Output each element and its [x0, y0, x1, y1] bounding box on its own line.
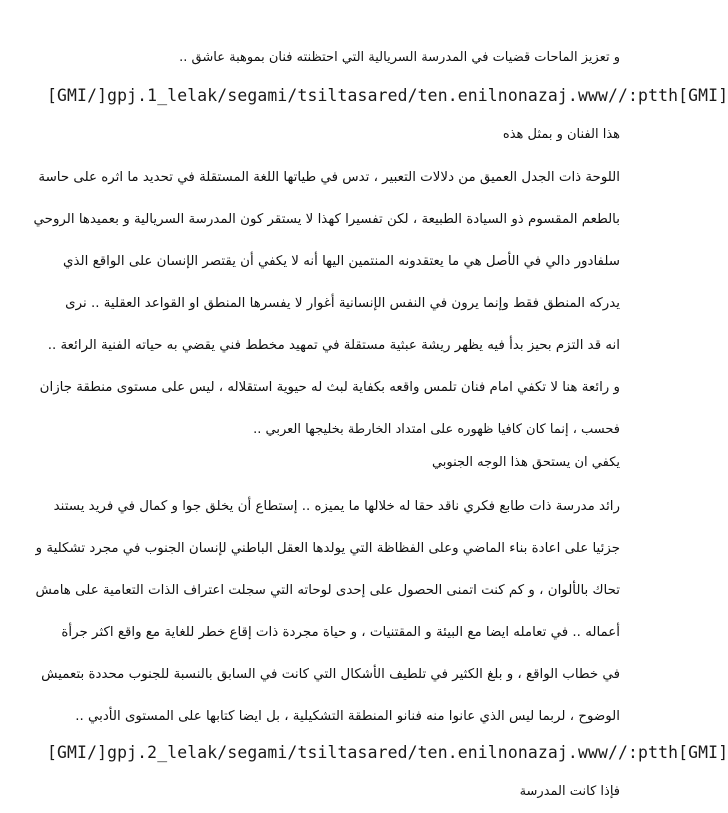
text-line: و تعزيز الماحات قضيات في المدرسة السريالية التي احتظنته فنان بموهبة عاشق ..	[179, 50, 620, 65]
text-line: تحاك بالألوان ، و كم كنت اتمنى الحصول على إحدى لوحاته التي سجلت اعتراف الذات التعامية على هامش	[35, 583, 620, 598]
text-line: انه قد التزم بحيز بدأ فيه يظهر ريشة عبثية مستقلة في تمهيد مخطط فني يقضي به حياته الفنية الرائعة ..	[47, 338, 620, 353]
text-line: هذا الفنان و بمثل هذه	[502, 127, 620, 142]
text-line: اللوحة ذات الجدل العميق من دلالات التعبير ، تدس في طياتها اللغة المستقلة في تحديد ما اثره على حاسة	[38, 170, 620, 185]
text-line: يكفي ان يستحق هذا الوجه الجنوبي	[431, 455, 620, 470]
text-line: فإذا كانت المدرسة	[519, 784, 620, 799]
image-placeholder-url: [GMI/]gpj.1_lelak/segami/tsiltasared/ten.enilnonazaj.www//:ptth[GMI]	[47, 86, 728, 105]
text-line: جزئيا على اعادة بناء الماضي وعلى الفظاظة التي يولدها العقل الباطني لإنسان الجنوب في مجرد تشكلية و	[35, 541, 620, 556]
text-line: في خطاب الواقع ، و بلغ الكثير في تلطيف الأشكال التي كانت في السابق بالنسبة للجنوب محددة بتعميش	[41, 667, 620, 682]
text-line: سلفادور دالي في الأصل هي ما يعتقدونه المنتمين اليها أنه لا يكفي أن يقتصر الإنسان على الواقع الذي	[63, 254, 620, 269]
text-line: يدركه المنطق فقط وإنما يرون في النفس الإنسانية أغوار لا يفسرها المنطق او القواعد العقلية .. نرى	[65, 296, 620, 311]
text-line: فحسب ، إنما كان كافيا ظهوره على امتداد الخارطة بخليجها العربي ..	[253, 422, 620, 437]
text-line: رائد مدرسة ذات طابع فكري ناقد حقا له خلالها ما يميزه .. إستطاع أن يخلق جوا و كمال في فريد يستند	[53, 499, 620, 514]
text-line: الوضوح ، لربما ليس الذي عانوا منه فنانو المنطقة التشكيلية ، بل ايضا كتابها على المستوى الأدبي ..	[75, 709, 620, 724]
image-placeholder-url: [GMI/]gpj.2_lelak/segami/tsiltasared/ten.enilnonazaj.www//:ptth[GMI]	[47, 743, 728, 762]
text-line: أعماله .. في تعامله ايضا مع البيئة و المقتنيات ، و حياة مجردة ذات إقاع خطر للغاية مع واقع اكثر جرأة	[61, 625, 620, 640]
text-line: بالطعم المقسوم ذو السيادة الطبيعة ، لكن تفسيرا كهذا لا يستقر كون المدرسة السريالية و بعميدها الروحي	[33, 212, 620, 227]
text-line: و رائعة هنا لا تكفي امام فنان تلمس واقعه بكفاية لبث له حيوية استقلاله ، ليس على مستوى منطقة جازان	[39, 380, 620, 395]
